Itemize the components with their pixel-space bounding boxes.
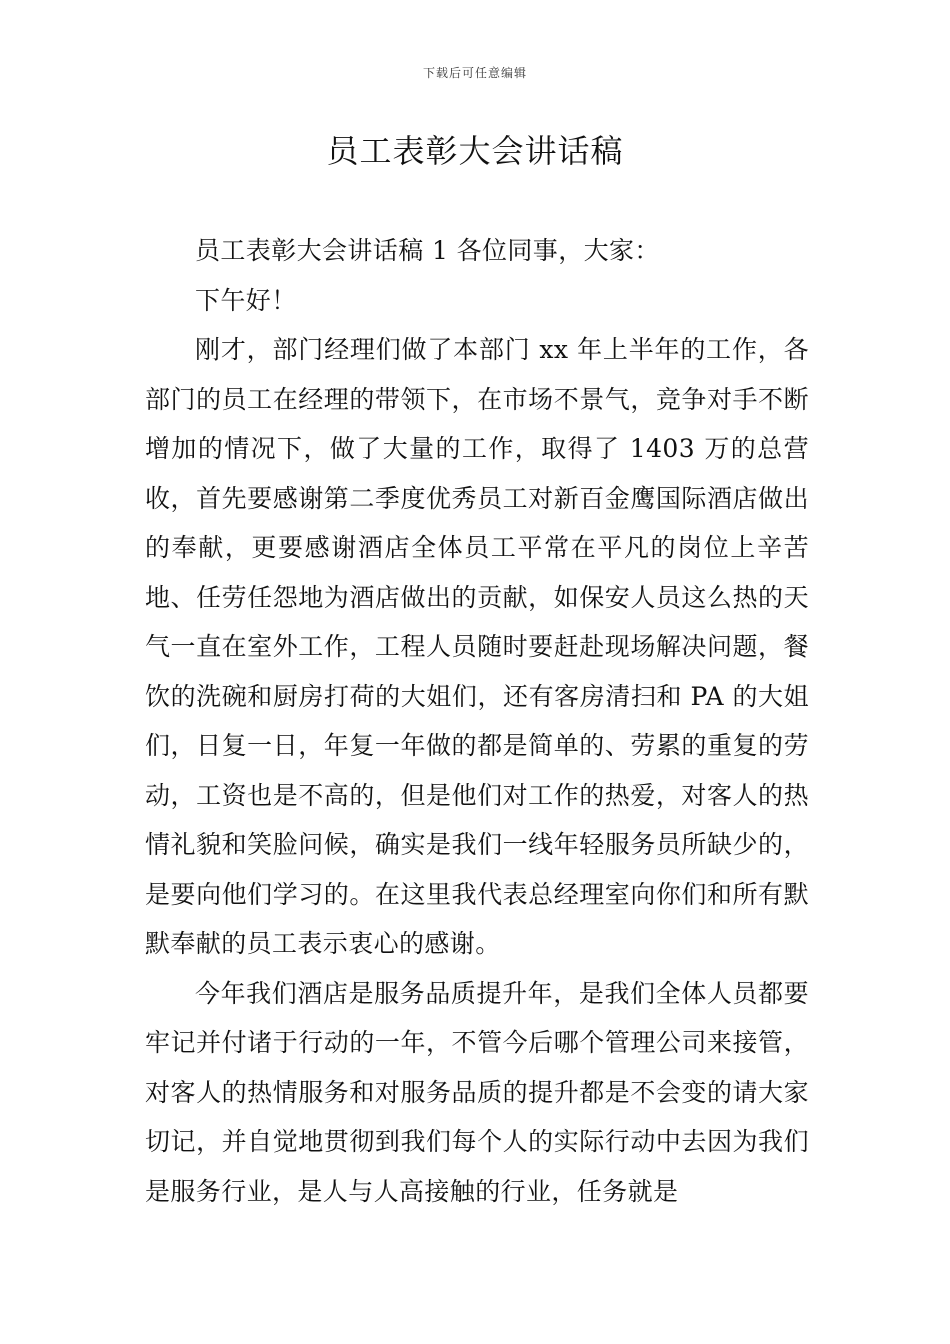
paragraph-greeting: 员工表彰大会讲话稿 1 各位同事，大家： [195,236,660,265]
paragraph-thanks: 刚才，部门经理们做了本部门 xx 年上半年的工作，各部门的员工在经理的带领下，在市场不景气，竞争对手不断增加的情况下，做了大量的工作，取得了 1403 万的总营收，首先要感谢第二季度优秀员工对新百金鹰国际酒店做出的奉献，更要感谢酒店全体员工平常在平凡的岗位上辛苦地、任劳任怨地为酒店做出的贡献，如保安人员这么热的天气一直在室外工作，工程人员随时要赶赴现场解决问题，餐饮的洗碗和厨房打荷的大姐们，还有客房清扫和 PA 的大姐们，日复一日，年复一年做的都是简单的、劳累的重复的劳动，工资也是不高的，但是他们对工作的热爱，对客人的热情礼貌和笑脸问候，确实是我们一线年轻服务员所缺少的，是要向他们学习的。在这里我代表总经理室向你们和所有默默奉献的员工表示衷心的感谢。 [145,335,809,958]
document-title: 员工表彰大会讲话稿 [326,132,624,170]
document-body [145,226,809,1216]
header-note: 下载后可任意编辑 [422,66,527,80]
paragraph-quality-year: 今年我们酒店是服务品质提升年，是我们全体人员都要牢记并付诸于行动的一年，不管今后哪个管理公司来接管，对客人的热情服务和对服务品质的提升都是不会变的请大家切记，并自觉地贯彻到我们每个人的实际行动中去因为我们是服务行业，是人与人高接触的行业，任务就是 [145,978,809,1206]
paragraph-salutation: 下午好！ [195,285,297,315]
